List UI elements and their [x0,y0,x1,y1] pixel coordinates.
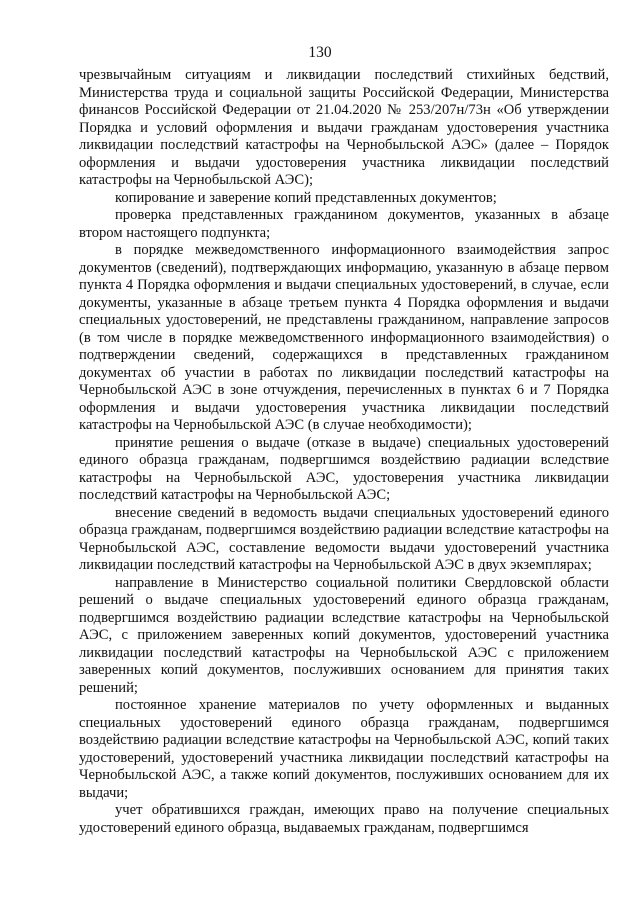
paragraph-decision: принятие решения о выдаче (отказе в выдаче) специальных удостоверений единого образца гражданам, подвергшимся воздействию радиации вследствие катастрофы на Чернобыльской АЭС, удостоверения участника ликвидации последствий катастрофы на Чернобыльской АЭС; [79,434,609,503]
paragraph-registration: учет обратившихся граждан, имеющих право на получение специальных удостоверений единого образца, выдаваемых гражданам, подвергшимся [79,802,609,836]
paragraph-submission: направление в Министерство социальной политики Свердловской области решений о выдаче специальных удостоверений единого образца гражданам, подвергшимся воздействию радиации вследствие катастрофы на Чернобыльской АЭС, с приложением заверенных копий документов, удостоверений участника ликвидации последствий катастрофы на Чернобыльской АЭС с приложением заверенных копий документов, послуживших основанием для принятия таких решений; [79,574,609,696]
paragraph-verification: проверка представленных гражданином документов, указанных в абзаце втором настоящего подпункта; [79,207,609,241]
page-number: 130 [308,44,332,61]
document-body [79,67,609,837]
paragraph-copying: копирование и заверение копий представленных документов; [115,189,497,206]
paragraph-interagency-request: в порядке межведомственного информационного взаимодействия запрос документов (сведений), подтверждающих информацию, указанную в абзаце первом пункта 4 Порядка оформления и выдачи специальных удостоверений, в случае, если документы, указанные в абзаце третьем пункта 4 Порядка оформления и выдачи специальных удостоверений, не представлены гражданином, направление запросов (в том числе в порядке межведомственного информационного взаимодействия) о подтверждении сведений, содержащихся в представленных гражданином документах об участии в работах по ликвидации последствий катастрофы на Чернобыльской АЭС в зоне отчуждения, перечисленных в пунктах 6 и 7 Порядка оформления и выдачи удостоверения участника ликвидации последствий катастрофы на Чернобыльской АЭС (в случае необходимости); [79,242,609,433]
paragraph-continuation: чрезвычайным ситуациям и ликвидации последствий стихийных бедствий, Министерства труда и социальной защиты Российской Федерации, Министерства финансов Российской Федерации от 21.04.2020 № 253/207н/73н «Об утверждении Порядка и условий оформления и выдачи гражданам удостоверения участника ликвидации последствий катастрофы на Чернобыльской АЭС» (далее – Порядок оформления и выдачи удостоверения участника ликвидации последствий катастрофы на Чернобыльской АЭС); [79,67,609,188]
paragraph-storage: постоянное хранение материалов по учету оформленных и выданных специальных удостоверений единого образца гражданам, подвергшимся воздействию радиации вследствие катастрофы на Чернобыльской АЭС, копий таких удостоверений, удостоверений участника ликвидации последствий катастрофы на Чернобыльской АЭС, а также копий документов, послуживших основанием для их выдачи; [79,697,609,801]
paragraph-register-entry: внесение сведений в ведомость выдачи специальных удостоверений единого образца гражданам, подвергшимся воздействию радиации вследствие катастрофы на Чернобыльской АЭС, составление ведомости выдачи удостоверений участника ликвидации последствий катастрофы на Чернобыльской АЭС в двух экземплярах; [79,504,609,573]
